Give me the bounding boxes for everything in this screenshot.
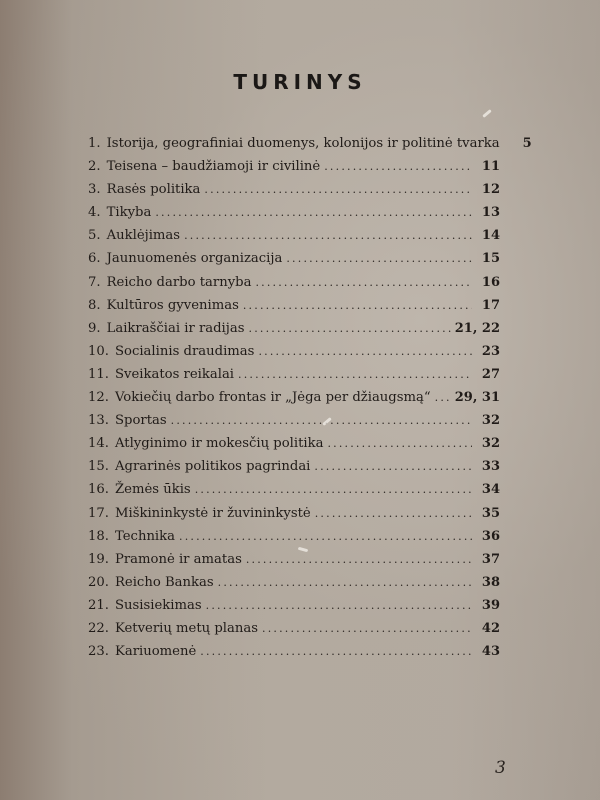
entry-title: Istorija, geografiniai duomenys, kolonijos ir politinė tvarka [106, 136, 500, 151]
entry-number: 9. [88, 320, 101, 336]
entry-number: 12. [88, 390, 109, 406]
entry-page: 13 [481, 205, 500, 221]
entry-title: Atlyginimo ir mokesčių politika [114, 436, 324, 452]
entry-page: 14 [481, 228, 500, 244]
dot-leader [243, 294, 472, 317]
entry-number: 11. [88, 366, 109, 382]
entry-number: 7. [88, 274, 101, 290]
toc-entry [88, 363, 500, 386]
entry-page: 12 [481, 182, 500, 198]
entry-number: 4. [88, 205, 101, 221]
entry-page: 32 [481, 436, 500, 452]
toc-entry [88, 432, 500, 455]
entry-title: Kultūros gyvenimas [106, 297, 239, 313]
entry-page: 5 [522, 136, 532, 151]
entry-number: 10. [88, 343, 109, 359]
toc-entry [88, 155, 500, 178]
entry-title: Susisiekimas [114, 597, 202, 613]
entry-title: Socialinis draudimas [114, 343, 255, 359]
entry-title: Laikraščiai ir radijas [106, 320, 245, 336]
toc-entry [88, 340, 500, 363]
toc-entry [88, 409, 500, 432]
dot-leader [255, 271, 472, 294]
entry-title: Žemės ūkis [114, 482, 191, 498]
entry-page: 37 [481, 551, 500, 567]
entry-page: 43 [481, 644, 500, 660]
toc-entry [88, 455, 500, 478]
page-number: 3 [495, 758, 506, 778]
toc-entry [88, 317, 500, 340]
entry-number: 3. [88, 182, 101, 198]
entry-page: 17 [481, 297, 500, 313]
entry-number: 18. [88, 528, 109, 544]
entry-page: 39 [481, 597, 500, 613]
toc-entry [88, 386, 500, 409]
entry-number: 6. [88, 251, 101, 267]
entry-number: 8. [88, 297, 101, 313]
entry-page: 35 [481, 505, 500, 521]
entry-title: Jaunuomenės organizacija [106, 251, 283, 267]
entry-number: 1. [88, 136, 101, 151]
entry-page: 27 [481, 366, 500, 382]
paper-blemish [482, 109, 492, 118]
toc-entry [88, 525, 500, 548]
entry-title: Ketverių metų planas [114, 620, 258, 636]
entry-page: 42 [481, 620, 500, 636]
entry-number: 22. [88, 620, 109, 636]
entry-page: 15 [481, 251, 500, 267]
entry-title: Reicho darbo tarnyba [106, 274, 252, 290]
entry-page: 11 [481, 159, 500, 175]
dot-leader [204, 178, 472, 201]
entry-title: Rasės politika [106, 182, 201, 198]
page-title: TURINYS [233, 70, 367, 94]
entry-page: 36 [481, 528, 500, 544]
table-of-contents [88, 132, 532, 663]
toc-entry [88, 132, 532, 155]
dot-leader [184, 224, 472, 247]
entry-number: 19. [88, 551, 109, 567]
entry-number: 14. [88, 436, 109, 452]
toc-entry [88, 201, 500, 224]
dot-leader [179, 525, 472, 548]
dot-leader [200, 640, 472, 663]
entry-title: Vokiečių darbo frontas ir „Jėga per džiaugsmą“ [114, 390, 431, 406]
toc-entry [88, 502, 500, 525]
entry-title: Auklėjimas [106, 228, 181, 244]
entry-page: 32 [481, 413, 500, 429]
entry-number: 13. [88, 413, 109, 429]
dot-leader [195, 478, 472, 501]
dot-leader [327, 432, 472, 455]
entry-title: Pramonė ir amatas [114, 551, 242, 567]
dot-leader [435, 386, 451, 409]
entry-number: 17. [88, 505, 109, 521]
dot-leader [238, 363, 472, 386]
dot-leader [249, 317, 451, 340]
entry-number: 15. [88, 459, 109, 475]
dot-leader [258, 340, 472, 363]
toc-entry [88, 640, 500, 663]
entry-title: Agrarinės politikos pagrindai [114, 459, 311, 475]
dot-leader [315, 502, 472, 525]
entry-page: 21, 22 [454, 320, 500, 336]
dot-leader [314, 455, 472, 478]
dot-leader [262, 617, 472, 640]
toc-entry [88, 478, 500, 501]
dot-leader [171, 409, 472, 432]
entry-page: 29, 31 [454, 390, 500, 406]
entry-title: Sportas [114, 413, 167, 429]
entry-page: 33 [481, 459, 500, 475]
dot-leader [218, 571, 472, 594]
entry-title: Reicho Bankas [114, 574, 214, 590]
entry-page: 16 [481, 274, 500, 290]
entry-number: 21. [88, 597, 109, 613]
toc-entry [88, 571, 500, 594]
entry-title: Tikyba [106, 205, 152, 221]
entry-number: 23. [88, 644, 109, 660]
toc-entry [88, 617, 500, 640]
dot-leader [246, 548, 472, 571]
entry-title: Technika [114, 528, 176, 544]
entry-number: 20. [88, 574, 109, 590]
toc-entry [88, 224, 500, 247]
dot-leader [155, 201, 472, 224]
toc-entry [88, 294, 500, 317]
entry-page: 34 [481, 482, 500, 498]
toc-entry [88, 548, 500, 571]
dot-leader [286, 247, 472, 270]
dot-leader [324, 155, 472, 178]
entry-page: 38 [481, 574, 500, 590]
entry-title: Kariuomenė [114, 644, 197, 660]
entry-number: 16. [88, 482, 109, 498]
entry-page: 23 [481, 343, 500, 359]
entry-title: Sveikatos reikalai [114, 366, 235, 382]
entry-title: Miškininkystė ir žuvininkystė [114, 505, 311, 521]
toc-entry [88, 594, 500, 617]
dot-leader [206, 594, 472, 617]
toc-entry [88, 247, 500, 270]
toc-entry [88, 178, 500, 201]
toc-entry [88, 271, 500, 294]
entry-title: Teisena – baudžiamoji ir civilinė [106, 159, 321, 175]
entry-number: 5. [88, 228, 101, 244]
entry-number: 2. [88, 159, 101, 175]
